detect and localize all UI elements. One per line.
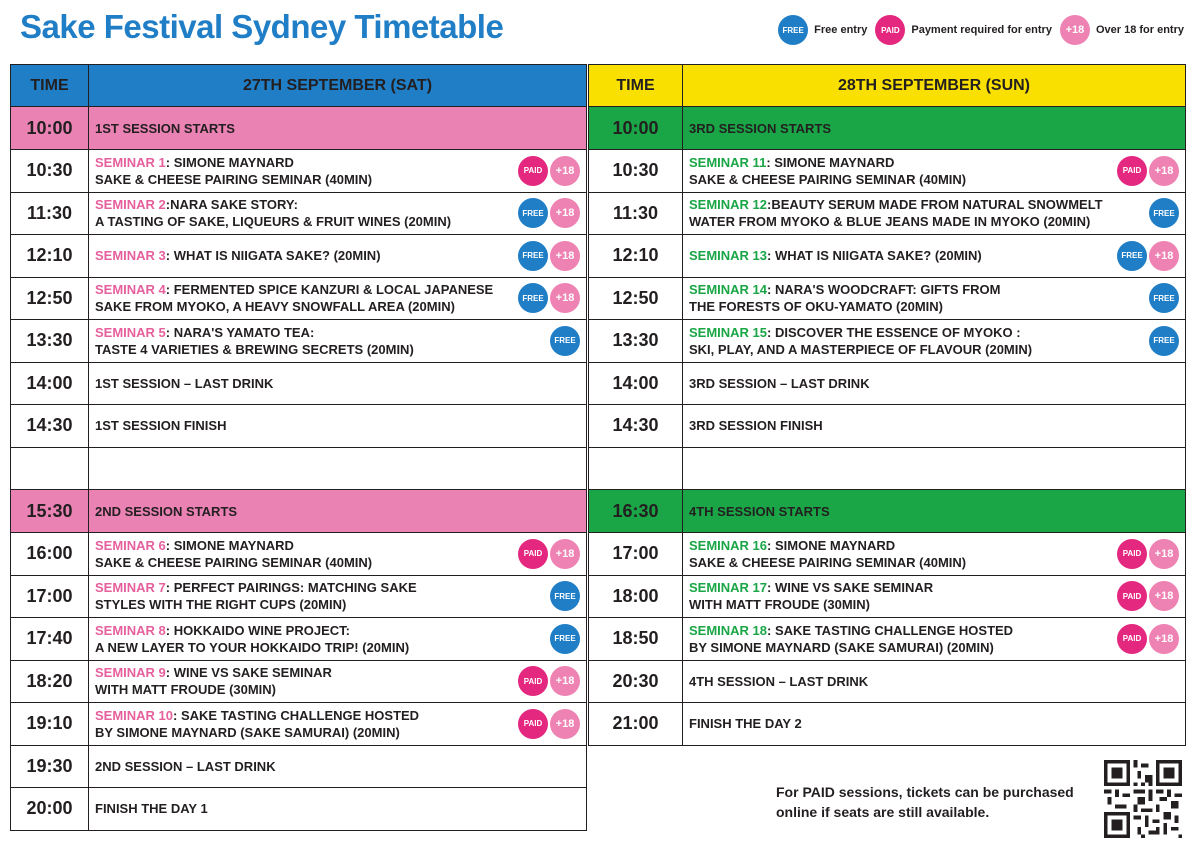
time-cell: 13:30 <box>589 320 683 363</box>
seminar-title: :BEAUTY SERUM MADE FROM NATURAL SNOWMELT <box>767 197 1103 213</box>
entry-badges <box>1117 241 1179 271</box>
timetable-day1 <box>10 64 587 831</box>
schedule-row <box>11 362 587 405</box>
seminar-row <box>11 192 587 235</box>
time-cell: 17:00 <box>11 575 89 618</box>
seminar-row <box>589 277 1186 320</box>
time-cell: 17:00 <box>589 533 683 576</box>
seminar-title: : FERMENTED SPICE KANZURI & LOCAL JAPANESE <box>165 282 494 298</box>
seminar-cell <box>683 277 1186 320</box>
session-start-label: 4TH SESSION STARTS <box>683 490 1186 533</box>
paid-badge-icon: PAID <box>1117 539 1147 569</box>
seminar-number: SEMINAR 4 <box>95 282 166 298</box>
seminar-description <box>689 622 1013 656</box>
seminar-number: SEMINAR 2 <box>95 197 166 213</box>
time-cell: 18:20 <box>11 660 89 703</box>
seminar-title: : WINE VS SAKE SEMINAR <box>767 580 934 596</box>
seminar-description <box>95 664 332 698</box>
seminar-row <box>11 660 587 703</box>
entry-badges <box>518 283 580 313</box>
seminar-row <box>589 320 1186 363</box>
time-cell <box>11 447 89 490</box>
session-start-label: 3RD SESSION STARTS <box>683 107 1186 150</box>
time-cell: 12:10 <box>11 235 89 278</box>
time-cell: 14:00 <box>11 362 89 405</box>
seminar-subtitle: WITH MATT FROUDE (30MIN) <box>689 597 871 613</box>
time-cell: 12:10 <box>589 235 683 278</box>
seminar-number: SEMINAR 8 <box>95 622 166 638</box>
seminar-row <box>589 192 1186 235</box>
seminar-subtitle: SAKE & CHEESE PAIRING SEMINAR (40MIN) <box>689 171 967 187</box>
seminar-title: : NARA'S WOODCRAFT: GIFTS FROM <box>767 282 1001 298</box>
over18-badge-icon: +18 <box>550 709 580 739</box>
seminar-cell <box>89 320 587 363</box>
seminar-number: SEMINAR 3 <box>95 248 166 264</box>
time-cell: 11:30 <box>11 192 89 235</box>
seminar-subtitle: SAKE & CHEESE PAIRING SEMINAR (40MIN) <box>95 554 373 570</box>
paid-badge-icon: PAID <box>518 666 548 696</box>
paid-badge-icon: PAID <box>518 709 548 739</box>
over18-badge-icon: +18 <box>1149 539 1179 569</box>
paid-badge-icon: PAID <box>518 156 548 186</box>
entry-badges <box>518 666 580 696</box>
seminar-number: SEMINAR 5 <box>95 324 166 340</box>
time-cell: 19:10 <box>11 703 89 746</box>
entry-badges <box>550 581 580 611</box>
schedule-row <box>11 745 587 788</box>
legend-free-text: Free entry <box>814 24 868 36</box>
seminar-cell <box>89 703 587 746</box>
seminar-subtitle: STYLES WITH THE RIGHT CUPS (20MIN) <box>95 597 347 613</box>
seminar-row <box>11 618 587 661</box>
seminar-cell <box>683 150 1186 193</box>
session-start-label: 2ND SESSION STARTS <box>89 490 587 533</box>
schedule-label <box>89 447 587 490</box>
schedule-row <box>589 405 1186 448</box>
legend-paid <box>875 15 1052 45</box>
seminar-row <box>589 150 1186 193</box>
schedule-row <box>589 660 1186 703</box>
seminar-description <box>95 281 493 315</box>
seminar-title: :NARA SAKE STORY: <box>165 197 298 213</box>
seminar-cell <box>89 660 587 703</box>
seminar-cell <box>89 192 587 235</box>
seminar-row <box>589 235 1186 278</box>
seminar-title: : WHAT IS NIIGATA SAKE? (20MIN) <box>165 248 381 264</box>
seminar-subtitle: BY SIMONE MAYNARD (SAKE SAMURAI) (20MIN) <box>95 724 400 740</box>
seminar-cell <box>683 618 1186 661</box>
time-cell: 10:00 <box>589 107 683 150</box>
entry-badges <box>518 539 580 569</box>
time-cell: 16:30 <box>589 490 683 533</box>
seminar-row <box>11 533 587 576</box>
over18-badge-icon: +18 <box>550 283 580 313</box>
entry-badges <box>1117 581 1179 611</box>
seminar-subtitle: WITH MATT FROUDE (30MIN) <box>95 682 277 698</box>
seminar-number: SEMINAR 11 <box>689 154 767 170</box>
seminar-subtitle: A NEW LAYER TO YOUR HOKKAIDO TRIP! (20MIN) <box>95 639 410 655</box>
entry-badges <box>518 198 580 228</box>
entry-badges <box>550 326 580 356</box>
free-badge-icon: FREE <box>1149 326 1179 356</box>
time-cell: 18:50 <box>589 618 683 661</box>
time-cell: 10:30 <box>11 150 89 193</box>
seminar-row <box>11 575 587 618</box>
time-cell: 21:00 <box>589 703 683 746</box>
entry-badges <box>518 709 580 739</box>
seminar-row <box>589 575 1186 618</box>
over18-badge-icon: +18 <box>1149 156 1179 186</box>
free-badge-icon: FREE <box>550 581 580 611</box>
time-cell: 20:30 <box>589 660 683 703</box>
schedule-row <box>589 447 1186 490</box>
seminar-number: SEMINAR 14 <box>689 282 768 298</box>
legend <box>770 14 1184 46</box>
seminar-description <box>95 707 419 741</box>
over18-badge-icon: +18 <box>550 666 580 696</box>
time-cell: 16:00 <box>11 533 89 576</box>
time-cell: 11:30 <box>589 192 683 235</box>
seminar-number: SEMINAR 13 <box>689 248 768 264</box>
free-badge-icon: FREE <box>550 326 580 356</box>
entry-badges <box>1117 156 1179 186</box>
time-cell: 14:00 <box>589 362 683 405</box>
paid-badge-icon: PAID <box>1117 624 1147 654</box>
free-badge-icon: FREE <box>518 283 548 313</box>
free-badge-icon: FREE <box>518 241 548 271</box>
seminar-row <box>589 533 1186 576</box>
seminar-description <box>95 537 372 571</box>
schedule-label: FINISH THE DAY 2 <box>683 703 1186 746</box>
session-start-row <box>589 107 1186 150</box>
seminar-description <box>95 247 381 264</box>
seminar-title: : PERFECT PAIRINGS: MATCHING SAKE <box>165 580 417 596</box>
time-header: TIME <box>11 65 89 107</box>
seminar-description <box>689 579 933 613</box>
time-cell <box>589 447 683 490</box>
seminar-cell <box>683 192 1186 235</box>
seminar-cell <box>89 575 587 618</box>
schedule-row <box>589 362 1186 405</box>
free-badge-icon: FREE <box>518 198 548 228</box>
seminar-row <box>11 703 587 746</box>
entry-badges <box>1149 198 1179 228</box>
schedule-label: FINISH THE DAY 1 <box>89 788 587 831</box>
time-cell: 19:30 <box>11 745 89 788</box>
seminar-title: : HOKKAIDO WINE PROJECT: <box>165 622 350 638</box>
schedule-row <box>11 447 587 490</box>
paid-badge-icon: PAID <box>518 539 548 569</box>
over18-badge-icon: +18 <box>1149 624 1179 654</box>
session-start-row <box>11 490 587 533</box>
entry-badges <box>518 241 580 271</box>
date-header: 27TH SEPTEMBER (SAT) <box>89 65 587 107</box>
free-badge-icon: FREE <box>778 15 808 45</box>
purchase-note-line2: online if seats are still available. <box>776 804 990 821</box>
free-badge-icon: FREE <box>550 624 580 654</box>
seminar-description <box>95 579 417 613</box>
schedule-label: 3RD SESSION – LAST DRINK <box>683 362 1186 405</box>
seminar-title: : SAKE TASTING CHALLENGE HOSTED <box>173 707 420 723</box>
seminar-description <box>689 154 966 188</box>
schedule-label: 2ND SESSION – LAST DRINK <box>89 745 587 788</box>
seminar-subtitle: SKI, PLAY, AND A MASTERPIECE OF FLAVOUR (20MIN) <box>689 341 1033 357</box>
purchase-note <box>776 782 1074 823</box>
seminar-number: SEMINAR 7 <box>95 580 166 596</box>
qr-code-icon[interactable] <box>1104 760 1182 838</box>
seminar-cell <box>89 618 587 661</box>
seminar-cell <box>683 235 1186 278</box>
seminar-number: SEMINAR 10 <box>95 707 174 723</box>
seminar-row <box>11 320 587 363</box>
seminar-row <box>11 277 587 320</box>
seminar-description <box>95 154 372 188</box>
over18-badge-icon: +18 <box>1149 241 1179 271</box>
seminar-description <box>689 196 1103 230</box>
seminar-number: SEMINAR 17 <box>689 580 768 596</box>
over18-badge-icon: +18 <box>1060 15 1090 45</box>
seminar-subtitle: WATER FROM MYOKO & BLUE JEANS MADE IN MYOKO (20MIN) <box>689 214 1091 230</box>
seminar-subtitle: BY SIMONE MAYNARD (SAKE SAMURAI) (20MIN) <box>689 639 994 655</box>
page-title: Sake Festival Sydney Timetable <box>20 8 504 45</box>
seminar-description <box>95 622 409 656</box>
schedule-row <box>11 788 587 831</box>
seminar-row <box>589 618 1186 661</box>
schedule-label: 4TH SESSION – LAST DRINK <box>683 660 1186 703</box>
seminar-title: : SIMONE MAYNARD <box>165 537 294 553</box>
seminar-row <box>11 150 587 193</box>
date-header: 28TH SEPTEMBER (SUN) <box>683 65 1186 107</box>
seminar-title: : SIMONE MAYNARD <box>165 154 294 170</box>
over18-badge-icon: +18 <box>550 156 580 186</box>
legend-over18 <box>1060 15 1184 45</box>
seminar-description <box>689 324 1032 358</box>
schedule-label: 1ST SESSION FINISH <box>89 405 587 448</box>
legend-paid-text: Payment required for entry <box>911 24 1052 36</box>
schedule-row <box>589 703 1186 746</box>
seminar-description <box>95 196 451 230</box>
paid-badge-icon: PAID <box>875 15 905 45</box>
over18-badge-icon: +18 <box>550 198 580 228</box>
seminar-subtitle: SAKE & CHEESE PAIRING SEMINAR (40MIN) <box>95 171 373 187</box>
over18-badge-icon: +18 <box>1149 581 1179 611</box>
seminar-subtitle: THE FORESTS OF OKU-YAMATO (20MIN) <box>689 299 943 315</box>
over18-badge-icon: +18 <box>550 241 580 271</box>
time-cell: 17:40 <box>11 618 89 661</box>
entry-badges <box>1117 624 1179 654</box>
seminar-description <box>95 324 414 358</box>
schedule-row <box>11 405 587 448</box>
seminar-title: : WHAT IS NIIGATA SAKE? (20MIN) <box>767 248 982 264</box>
over18-badge-icon: +18 <box>550 539 580 569</box>
seminar-cell <box>89 277 587 320</box>
session-start-label: 1ST SESSION STARTS <box>89 107 587 150</box>
entry-badges <box>1149 326 1179 356</box>
time-cell: 15:30 <box>11 490 89 533</box>
seminar-title: : WINE VS SAKE SEMINAR <box>165 665 332 681</box>
time-header: TIME <box>589 65 683 107</box>
seminar-description <box>689 537 966 571</box>
seminar-cell <box>89 235 587 278</box>
time-cell: 10:30 <box>589 150 683 193</box>
entry-badges <box>518 156 580 186</box>
seminar-title: : SIMONE MAYNARD <box>767 537 896 553</box>
seminar-cell <box>683 320 1186 363</box>
time-cell: 12:50 <box>11 277 89 320</box>
session-start-row <box>11 107 587 150</box>
seminar-title: : SIMONE MAYNARD <box>766 154 895 170</box>
free-badge-icon: FREE <box>1117 241 1147 271</box>
purchase-note-line1: For PAID sessions, tickets can be purchased <box>776 784 1074 800</box>
seminar-title: : DISCOVER THE ESSENCE OF MYOKO : <box>767 324 1021 340</box>
seminar-number: SEMINAR 9 <box>95 665 166 681</box>
seminar-subtitle: SAKE & CHEESE PAIRING SEMINAR (40MIN) <box>689 554 967 570</box>
seminar-number: SEMINAR 1 <box>95 154 166 170</box>
seminar-number: SEMINAR 12 <box>689 197 768 213</box>
seminar-cell <box>683 575 1186 618</box>
seminar-description <box>689 247 982 264</box>
seminar-subtitle: SAKE FROM MYOKO, A HEAVY SNOWFALL AREA (20MIN) <box>95 299 455 315</box>
time-cell: 20:00 <box>11 788 89 831</box>
seminar-number: SEMINAR 18 <box>689 622 768 638</box>
time-cell: 13:30 <box>11 320 89 363</box>
free-badge-icon: FREE <box>1149 198 1179 228</box>
schedule-label: 1ST SESSION – LAST DRINK <box>89 362 587 405</box>
seminar-row <box>11 235 587 278</box>
entry-badges <box>1149 283 1179 313</box>
legend-free <box>778 15 867 45</box>
entry-badges <box>550 624 580 654</box>
seminar-number: SEMINAR 16 <box>689 537 768 553</box>
seminar-title: : SAKE TASTING CHALLENGE HOSTED <box>767 622 1014 638</box>
time-cell: 18:00 <box>589 575 683 618</box>
schedule-label <box>683 447 1186 490</box>
seminar-cell <box>89 150 587 193</box>
seminar-number: SEMINAR 15 <box>689 324 768 340</box>
seminar-subtitle: TASTE 4 VARIETIES & BREWING SECRETS (20MIN) <box>95 341 414 357</box>
seminar-number: SEMINAR 6 <box>95 537 166 553</box>
entry-badges <box>1117 539 1179 569</box>
time-cell: 10:00 <box>11 107 89 150</box>
free-badge-icon: FREE <box>1149 283 1179 313</box>
seminar-cell <box>89 533 587 576</box>
time-cell: 14:30 <box>589 405 683 448</box>
legend-over18-text: Over 18 for entry <box>1095 24 1184 36</box>
paid-badge-icon: PAID <box>1117 581 1147 611</box>
time-cell: 14:30 <box>11 405 89 448</box>
seminar-cell <box>683 533 1186 576</box>
timetable-day2 <box>588 64 1186 746</box>
session-start-row <box>589 490 1186 533</box>
paid-badge-icon: PAID <box>1117 156 1147 186</box>
schedule-label: 3RD SESSION FINISH <box>683 405 1186 448</box>
seminar-subtitle: A TASTING OF SAKE, LIQUEURS & FRUIT WINES (20MIN) <box>95 214 452 230</box>
time-cell: 12:50 <box>589 277 683 320</box>
seminar-title: : NARA'S YAMATO TEA: <box>165 324 315 340</box>
seminar-description <box>689 281 1001 315</box>
